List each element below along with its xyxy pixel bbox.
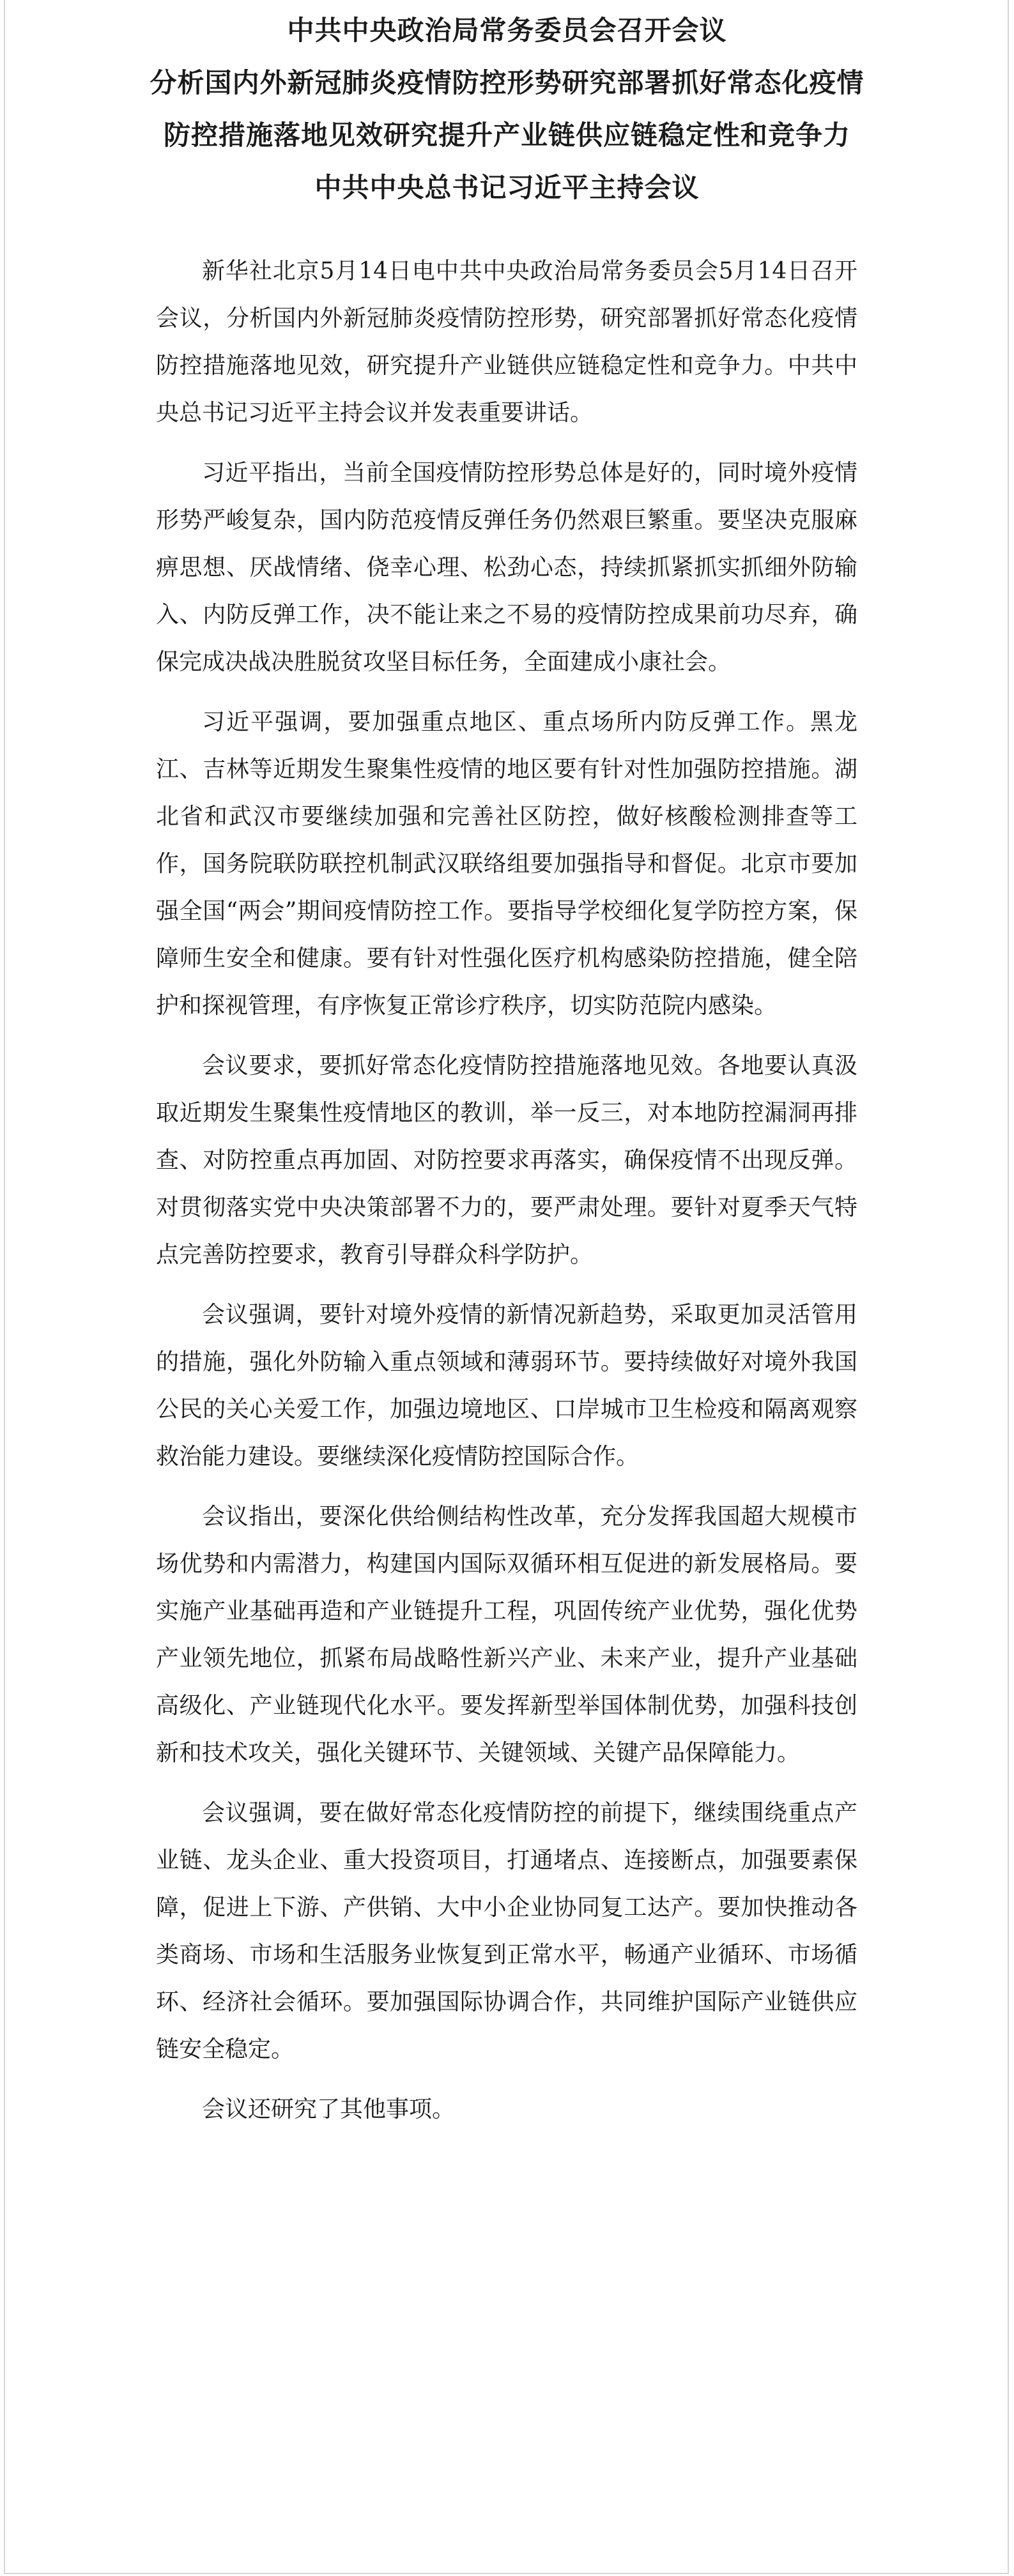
paragraph: 会议要求，要抓好常态化疫情防控措施落地见效。各地要认真汲取近期发生聚集性疫情地区的教训，举一反三，对本地防控漏洞再排查、对防控重点再加固、对防控要求再落实，确保疫情不出现反弹。对贯彻落实党中央决策部署不力的，要严肃处理。要针对夏季天气特点完善防控要求，教育引导群众科学防护。 xyxy=(156,1053,857,1268)
headline-subtitle-line-2: 防控措施落地见效研究提升产业链供应链稳定性和竞争力 xyxy=(163,119,850,151)
paragraph-dateline: 新华社北京5月14日电中共中央政治局常务委员会5月14日召开会议，分析国内外新冠肺炎疫情防控形势，研究部署抓好常态化疫情防控措施落地见效，研究提升产业链供应链稳定性和竞争力。中共中央总书记习近平主持会议并发表重要讲话。 xyxy=(156,258,857,426)
headline-title: 中共中央政治局常务委员会召开会议 xyxy=(287,15,727,46)
article-body xyxy=(156,248,857,2146)
paragraph: 习近平指出，当前全国疫情防控形势总体是好的，同时境外疫情形势严峻复杂，国内防范疫情反弹任务仍然艰巨繁重。要坚决克服麻痹思想、厌战情绪、侥幸心理、松劲心态，持续抓紧抓实抓细外防输入、内防反弹工作，决不能让来之不易的疫情防控成果前功尽弃，确保完成决战决胜脱贫攻坚目标任务，全面建成小康社会。 xyxy=(156,460,857,675)
paragraph-closing: 会议还研究了其他事项。 xyxy=(202,2096,456,2123)
paragraph: 会议指出，要深化供给侧结构性改革，充分发挥我国超大规模市场优势和内需潜力，构建国内国际双循环相互促进的新发展格局。要实施产业基础再造和产业链提升工程，巩固传统产业优势，强化优势产业领先地位，抓紧布局战略性新兴产业、未来产业，提升产业基础高级化、产业链现代化水平。要发挥新型举国体制优势，加强科技创新和技术攻关，强化关键环节、关键领域、关键产品保障能力。 xyxy=(156,1504,857,1766)
paragraph: 会议强调，要针对境外疫情的新情况新趋势，采取更加灵活管用的措施，强化外防输入重点领域和薄弱环节。要持续做好对境外我国公民的关心关爱工作，加强边境地区、口岸城市卫生检疫和隔离观察救治能力建设。要继续深化疫情防控国际合作。 xyxy=(156,1302,857,1470)
headline-subtitle-line-3: 中共中央总书记习近平主持会议 xyxy=(314,172,700,203)
paragraph: 会议强调，要在做好常态化疫情防控的前提下，继续围绕重点产业链、龙头企业、重大投资项目，打通堵点、连接断点，加强要素保障，促进上下游、产供销、大中小企业协同复工达产。要加快推动各类商场、市场和生活服务业恢复到正常水平，畅通产业循环、市场循环、经济社会循环。要加强国际协调合作，共同维护国际产业链供应链安全稳定。 xyxy=(156,1800,857,2062)
paragraph: 习近平强调，要加强重点地区、重点场所内防反弹工作。黑龙江、吉林等近期发生聚集性疫情的地区要有针对性加强防控措施。湖北省和武汉市要继续加强和完善社区防控，做好核酸检测排查等工作，国务院联防联控机制武汉联络组要加强指导和督促。北京市要加强全国“两会”期间疫情防控工作。要指导学校细化复学防控方案，保障师生安全和健康。要有针对性强化医疗机构感染防控措施，健全陪护和探视管理，有序恢复正常诊疗秩序，切实防范院内感染。 xyxy=(156,709,857,1019)
headline-subtitle-line-1: 分析国内外新冠肺炎疫情防控形势研究部署抓好常态化疫情 xyxy=(150,67,864,98)
headline xyxy=(0,8,1014,217)
